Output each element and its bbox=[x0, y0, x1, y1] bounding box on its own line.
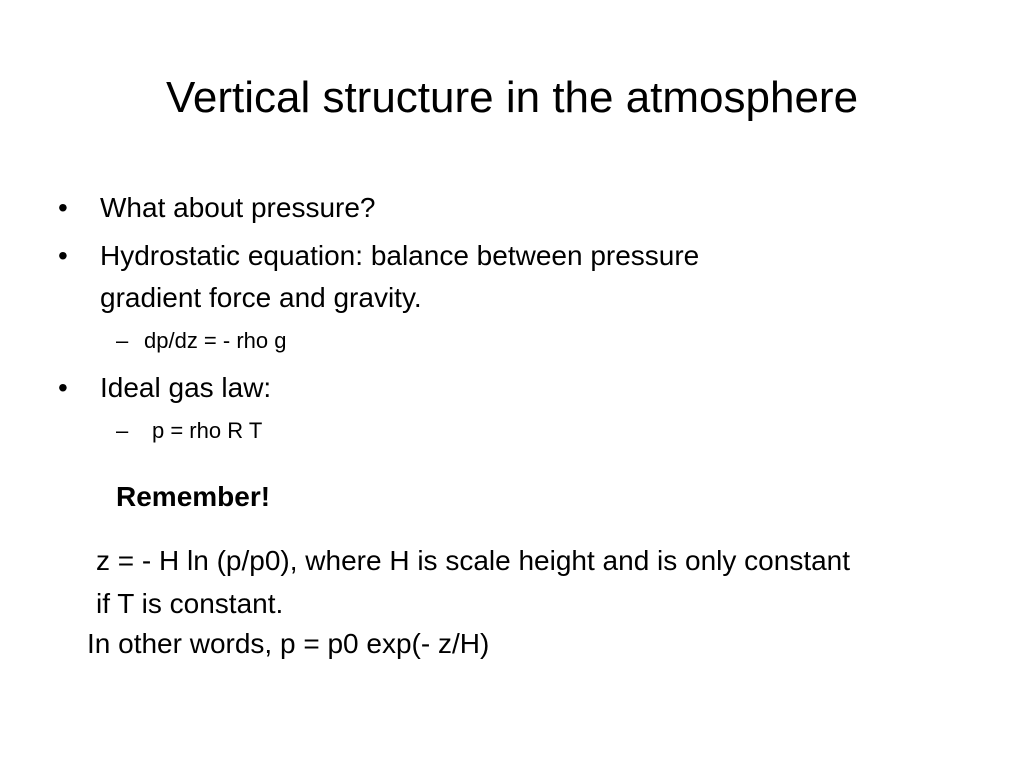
note-line-scale-height: z = - H ln (p/p0), where H is scale height and is only constant bbox=[96, 545, 851, 576]
bullet-marker: • bbox=[58, 240, 68, 271]
bullet-text: Ideal gas law: bbox=[100, 372, 272, 403]
subbullet-text: dp/dz = - rho g bbox=[144, 328, 287, 353]
bullet-marker: • bbox=[58, 372, 68, 403]
subbullet-text: p = rho R T bbox=[152, 418, 263, 443]
bullet-marker: • bbox=[58, 192, 68, 223]
remember-heading: Remember! bbox=[116, 481, 271, 512]
slide-title: Vertical structure in the atmosphere bbox=[165, 73, 859, 122]
note-line-constant-t: if T is constant. bbox=[96, 588, 284, 619]
bullet-text-line2: gradient force and gravity. bbox=[100, 282, 422, 313]
bullet-text: What about pressure? bbox=[100, 192, 376, 223]
note-line-exponential: In other words, p = p0 exp(- z/H) bbox=[87, 628, 490, 659]
subbullet-dash: – bbox=[116, 418, 129, 443]
subbullet-dash: – bbox=[116, 328, 129, 353]
bullet-text-line1: Hydrostatic equation: balance between pressure bbox=[100, 240, 700, 271]
